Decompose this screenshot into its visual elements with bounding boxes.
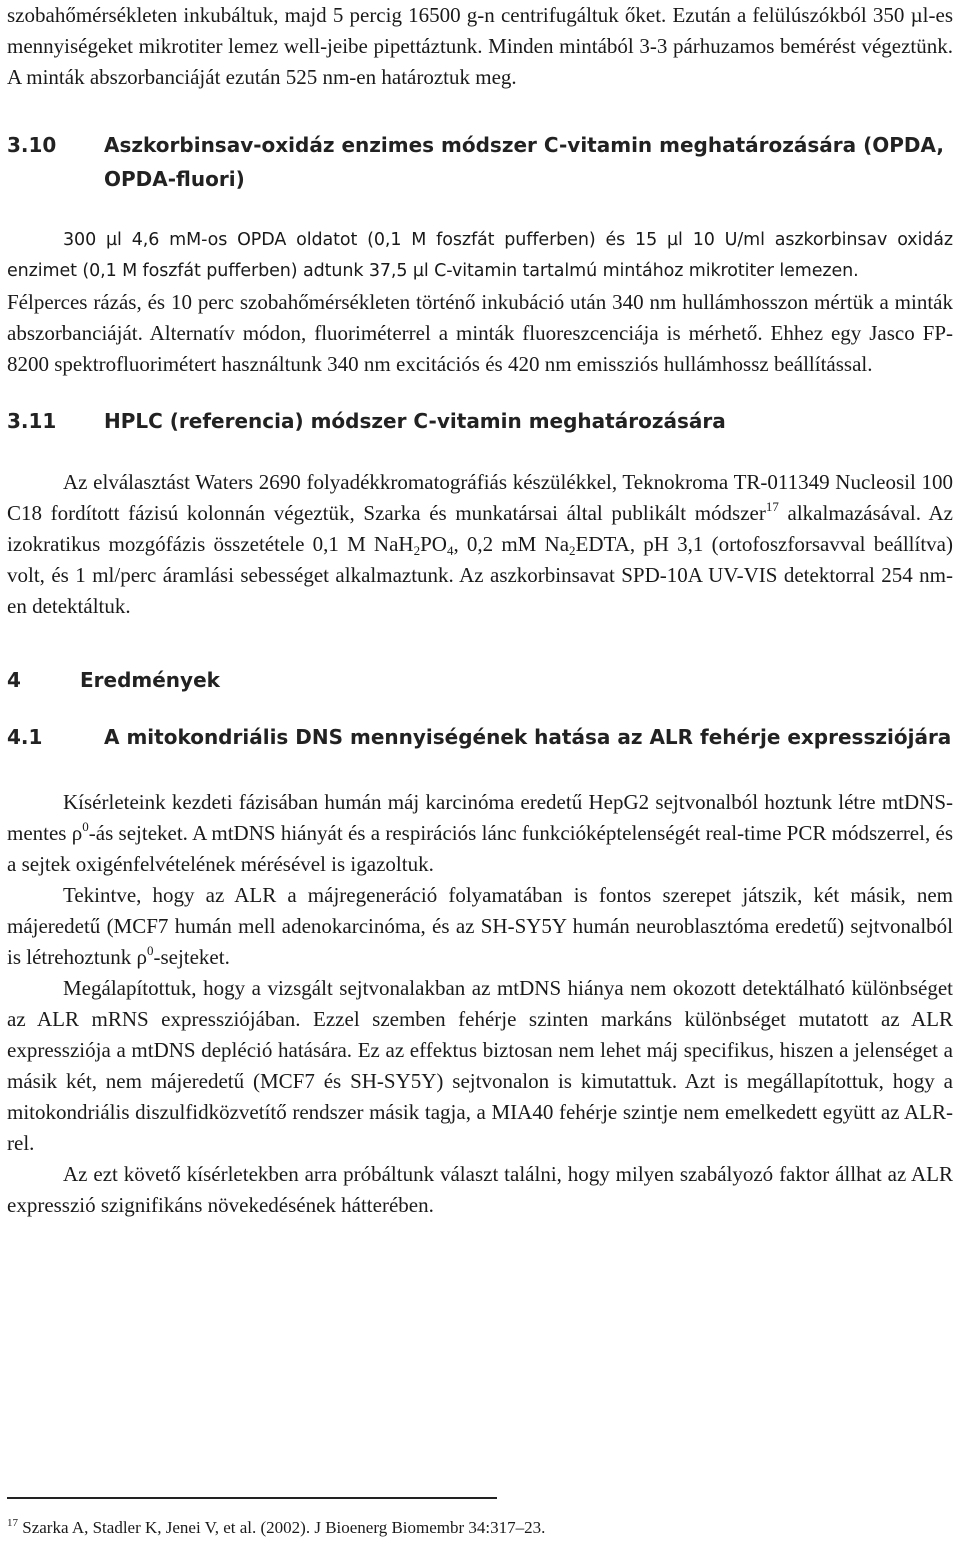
text-run: PO	[420, 532, 447, 556]
section-number: 4	[7, 668, 21, 692]
section-4-1-paragraph-2	[7, 880, 953, 973]
subscript: 2	[413, 543, 421, 558]
text-run: , 0,2 mM Na	[453, 532, 570, 556]
section-title: HPLC (referencia) módszer C-vitamin meghatározására	[104, 409, 726, 433]
section-number: 3.11	[7, 409, 57, 433]
section-number: 3.10	[7, 133, 57, 157]
text-run: EDTA, pH 3,1 (ortofoszforsavval beállítva) volt, és 1 ml/perc áramlási sebességet alkalmaztunk. Az aszkorbinsavat SPD-10A UV-VIS detektorral 254 nm-en detektáltuk.	[7, 532, 953, 618]
text-run: Tekintve, hogy az ALR a májregeneráció folyamatában is fontos szerepet játszik, két másik, nem májeredetű (MCF7 humán mell adenokarcinóma, és az SH-SY5Y humán neuroblasztóma eredetű) sejtvonalból is létrehoztunk ρ	[7, 883, 953, 969]
text-run: alkalmazásával. Az izokratikus mozgófázis összetétele 0,1 M NaH	[7, 501, 953, 556]
superscript: 0	[82, 819, 89, 834]
intro-paragraph: szobahőmérsékleten inkubáltuk, majd 5 percig 16500 g-n centrifugáltuk őket. Ezután a felülúszókból 350 µl-es mennyiségeket mikrotiter lemez well-jeibe pipettáztunk. Minden mintából 3-3 párhuzamos bemérést végeztünk. A minták abszorbanciáját ezután 525 nm-en határoztuk meg.	[7, 3, 953, 89]
section-title: Aszkorbinsav-oxidáz enzimes módszer C-vitamin meghatározására (OPDA, OPDA-fluori)	[104, 133, 944, 191]
section-number: 4.1	[7, 725, 43, 749]
subscript: 4	[446, 543, 454, 558]
section-4-1-paragraph-1	[7, 787, 953, 880]
document-page	[7, 0, 953, 1221]
section-3-10-paragraph: Félperces rázás, és 10 perc szobahőmérsékleten történő inkubáció után 340 nm hullámhosszon mértük a minták abszorbanciáját. Alternatív módon, fluoriméterrel a minták fluoreszcenciája is mérhető. Ehhez egy Jasco FP-8200 spektrofluorimétert használtunk 340 nm excitációs és 420 nm emissziós hullámhossz beállítással.	[7, 290, 953, 376]
section-4-1-paragraph-4: Az ezt követő kísérletekben arra próbáltunk választ találni, hogy milyen szabályozó faktor állhat az ALR expresszió szignifikáns növekedésének hátterében.	[7, 1162, 953, 1217]
footnote-separator	[7, 1497, 497, 1499]
section-3-11-heading	[7, 404, 953, 438]
subscript: 2	[569, 543, 576, 558]
section-title: A mitokondriális DNS mennyiségének hatása az ALR fehérje expressziójára	[104, 725, 952, 749]
section-title: Eredmények	[80, 668, 220, 692]
chapter-4-heading	[7, 663, 953, 697]
footnote-text: Szarka A, Stadler K, Jenei V, et al. (2002). J Bioenerg Biomembr 34:317–23.	[18, 1518, 546, 1537]
section-3-10-heading	[7, 128, 953, 196]
text-run: Az elválasztást Waters 2690 folyadékkromatográfiás készülékkel, Teknokroma TR-011349 Nucleosil 100 C18 fordított fázisú kolonnán végeztük, Szarka és munkatársai által publikált módszer	[7, 470, 953, 525]
section-3-10-paragraph-sans: 300 µl 4,6 mM-os OPDA oldatot (0,1 M foszfát pufferben) és 15 µl 10 U/ml aszkorbinsav oxidáz enzimet (0,1 M foszfát pufferben) adtunk 37,5 µl C-vitamin tartalmú mintához mikrotiter lemezen.	[7, 230, 953, 281]
section-3-11-paragraph	[7, 467, 953, 622]
section-4-1-heading	[7, 720, 953, 754]
text-run: Kísérleteink kezdeti fázisában humán máj karcinóma eredetű HepG2 sejtvonalból hoztunk létre mtDNS-mentes ρ	[7, 790, 953, 845]
footnote-mark: 17	[7, 1517, 18, 1529]
footnote	[7, 1516, 545, 1540]
text-run: -ás sejteket. A mtDNS hiányát és a respirációs lánc funkcióképtelenségét real-time PCR módszerrel, és a sejtek oxigénfelvételének mérésével is igazoltuk.	[7, 821, 954, 876]
superscript: 0	[146, 943, 154, 958]
footnote-ref: 17	[765, 499, 779, 514]
section-4-1-paragraph-3: Megálapítottuk, hogy a vizsgált sejtvonalakban az mtDNS hiánya nem okozott detektálható különbséget az ALR mRNS expressziójában. Ezzel szemben fehérje szinten markáns különbséget mutatott az ALR expressziója a mtDNS depléció hatására. Ez az effektus biztosan nem lehet máj specifikus, hiszen a jelenséget a másik két, nem májeredetű (MCF7 és SH-SY5Y) sejtvonalon is kimutattuk. Azt is megállapítottuk, hogy a mitokondriális diszulfidközvetítő rendszer másik tagja, a MIA40 fehérje szintje nem emelkedett együtt az ALR-rel.	[7, 976, 953, 1155]
text-run: -sejteket.	[153, 945, 230, 969]
